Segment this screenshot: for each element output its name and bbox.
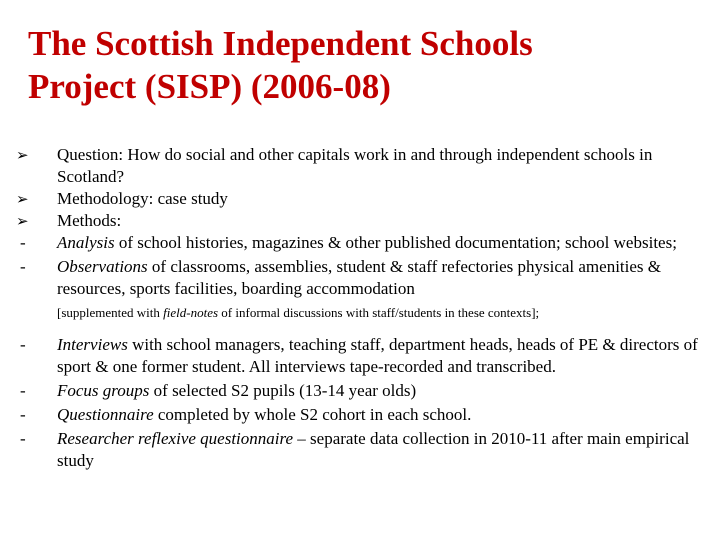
arrow-bullet-icon: ➢: [16, 146, 29, 164]
note-prefix: [supplemented with: [57, 305, 164, 320]
methods-text: :: [116, 211, 122, 230]
question-text: : How do social and other capitals work in and through independent schools in Scotland?: [57, 145, 653, 186]
list-item-questionnaire: [16, 404, 706, 426]
dash-bullet-icon: -: [20, 335, 26, 354]
list-item-analysis: [16, 232, 706, 254]
list-item-reflexive: [16, 428, 706, 472]
analysis-text: of school histories, magazines & other published documentation; school websites;: [114, 233, 677, 252]
methodology-text: : case study: [148, 189, 228, 208]
methods-label: Methods: [57, 211, 117, 230]
interviews-text: with school managers, teaching staff, department heads, heads of PE & directors of sport & one former student. All interviews tape-recorded and transcribed.: [57, 335, 698, 376]
dash-bullet-icon: -: [20, 405, 26, 424]
list-item-methodology: [16, 188, 706, 210]
observations-emphasis: Observations: [57, 257, 148, 276]
reflexive-emphasis: Researcher reflexive questionnaire: [57, 429, 294, 448]
list-item-methods: [16, 210, 706, 232]
methodology-label: Methodology: [57, 189, 149, 208]
title-line-1: The Scottish Independent Schools: [28, 24, 533, 63]
observations-text: of classrooms, assemblies, student & staff refectories physical amenities & resources, sports facilities, boarding accommodation: [57, 257, 662, 298]
note-suffix: of informal discussions with staff/students in these contexts];: [218, 305, 540, 320]
arrow-bullet-icon: ➢: [16, 212, 29, 230]
questionnaire-text: completed by whole S2 cohort in each school.: [153, 405, 472, 424]
bullet-list: [16, 144, 706, 472]
slide-title: [28, 22, 688, 108]
focus-groups-emphasis: Focus groups: [57, 381, 150, 400]
list-item-observations: [16, 256, 706, 300]
dash-bullet-icon: -: [20, 257, 26, 276]
dash-bullet-icon: -: [20, 381, 26, 400]
analysis-emphasis: Analysis: [57, 233, 115, 252]
question-label: Question: [57, 145, 119, 164]
reflexive-text: – separate data collection in 2010-11 after main empirical study: [57, 429, 690, 470]
title-line-2: Project (SISP) (2006-08): [28, 67, 391, 106]
note-emphasis: field-notes: [163, 305, 219, 320]
list-item-question: [16, 144, 706, 188]
focus-groups-text: of selected S2 pupils (13-14 year olds): [149, 381, 417, 400]
interviews-emphasis: Interviews: [57, 335, 128, 354]
dash-bullet-icon: -: [20, 233, 26, 252]
questionnaire-emphasis: Questionnaire: [57, 405, 154, 424]
dash-bullet-icon: -: [20, 429, 26, 448]
arrow-bullet-icon: ➢: [16, 190, 29, 208]
list-item-focus-groups: [16, 380, 706, 402]
list-item-interviews: [16, 334, 706, 378]
supplement-note: [57, 304, 706, 322]
